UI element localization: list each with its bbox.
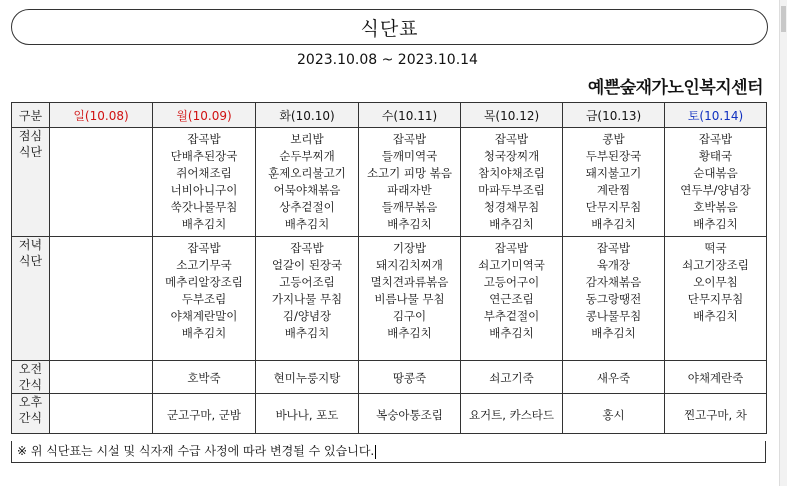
menu-item-list (359, 128, 460, 233)
corner-header: 구분 (12, 103, 50, 128)
row-header-line: 간식 (18, 411, 43, 425)
row-header-line: 오후 (18, 395, 43, 409)
row-header (12, 237, 50, 361)
menu-item: 김구이 (392, 309, 427, 323)
row-header (12, 128, 50, 237)
menu-cell (153, 128, 256, 237)
menu-item: 콩나물무침 (585, 309, 642, 323)
menu-cell (256, 237, 359, 361)
menu-item: 소고기 피망 볶음 (366, 166, 453, 180)
menu-item: 순두부찌개 (279, 149, 335, 163)
menu-item: 동그랑땡전 (585, 292, 642, 306)
row-header-line: 오전 (18, 362, 43, 376)
menu-item: 떡국 (704, 241, 727, 255)
menu-item: 연두부/양념장 (680, 183, 751, 197)
menu-cell (359, 394, 461, 434)
menu-cell (50, 237, 153, 361)
menu-item: 감자채볶음 (585, 275, 642, 289)
menu-item-list (461, 237, 562, 342)
menu-item: 잡곡밥 (494, 132, 529, 146)
menu-item-list (50, 376, 152, 379)
menu-item: 상추겉절이 (279, 200, 335, 214)
menu-item-list (256, 404, 358, 424)
menu-item-list (153, 367, 255, 387)
menu-item-list (665, 128, 766, 233)
day-header: 금(10.13) (563, 103, 665, 128)
menu-item: 부추겉절이 (483, 309, 540, 323)
menu-item: 배추김치 (387, 326, 432, 340)
menu-item: 청경채무침 (483, 200, 540, 214)
menu-item: 배추김치 (284, 326, 330, 340)
menu-item-list (461, 367, 562, 387)
notice-label: ※ 위 식단표는 시설 및 식자재 수급 사정에 따라 변경될 수 있습니다. (17, 444, 375, 458)
menu-cell (256, 394, 359, 434)
menu-item-list (665, 367, 766, 387)
menu-item: 잡곡밥 (698, 132, 733, 146)
menu-item: 메추리알장조림 (165, 275, 243, 289)
menu-item: 오이무침 (693, 275, 738, 289)
notice-text[interactable] (11, 441, 766, 463)
header-row (12, 103, 767, 128)
menu-item: 두부된장국 (585, 149, 642, 163)
menu-item: 돼지김치찌개 (376, 258, 443, 272)
vertical-scrollbar[interactable] (779, 0, 787, 486)
row-header-line: 점심 (18, 129, 43, 143)
menu-item: 쥐어채조림 (176, 166, 232, 180)
menu-cell (665, 128, 767, 237)
menu-item-list (665, 404, 766, 424)
menu-item: 찐고구마, 차 (684, 407, 747, 422)
menu-item: 가지나물 무침 (271, 292, 343, 306)
text-cursor (375, 445, 376, 459)
menu-item: 콩밥 (602, 132, 625, 146)
row-header-line: 식단 (18, 254, 43, 268)
menu-item: 쇠고기장조림 (682, 258, 749, 272)
row-header (12, 394, 50, 434)
menu-item: 순대볶음 (693, 166, 738, 180)
menu-item: 황태국 (698, 149, 733, 163)
menu-item: 잡곡밥 (290, 241, 324, 255)
menu-item: 군고구마, 군밤 (167, 407, 241, 422)
menu-item: 마파두부조림 (478, 183, 545, 197)
menu-item: 바나나, 포도 (275, 407, 339, 422)
menu-cell (563, 394, 665, 434)
menu-item: 들깨미역국 (381, 149, 438, 163)
row-header-line: 간식 (18, 378, 43, 392)
day-header: 토(10.14) (665, 103, 767, 128)
menu-cell (563, 361, 665, 394)
menu-item: 파래자반 (387, 183, 432, 197)
meal-row (12, 394, 767, 434)
menu-cell (256, 361, 359, 394)
menu-item-list (665, 237, 766, 325)
menu-item-list (563, 237, 664, 342)
menu-cell (153, 237, 256, 361)
menu-item-list (153, 128, 255, 233)
menu-item: 소고기무국 (176, 258, 232, 272)
menu-item: 연근조림 (489, 292, 534, 306)
menu-item: 잡곡밥 (187, 132, 221, 146)
menu-item: 쇠고기죽 (489, 371, 534, 385)
menu-item-list (153, 404, 255, 424)
menu-cell (359, 128, 461, 237)
menu-item: 고등어구이 (483, 275, 540, 289)
menu-item: 현미누룽지탕 (273, 371, 341, 385)
menu-title-box (11, 9, 768, 45)
day-header: 목(10.12) (461, 103, 563, 128)
menu-item: 배추김치 (284, 217, 330, 231)
menu-item-list (359, 404, 460, 424)
menu-cell (461, 394, 563, 434)
menu-item-list (50, 128, 152, 131)
menu-item: 얼갈이 된장국 (271, 258, 343, 272)
menu-item: 배추김치 (181, 326, 227, 340)
day-header: 월(10.09) (153, 103, 256, 128)
menu-item-list (461, 128, 562, 233)
row-header-line: 저녁 (18, 238, 43, 252)
menu-item: 새우죽 (596, 371, 631, 385)
menu-item: 고등어조림 (279, 275, 335, 289)
menu-cell (461, 361, 563, 394)
row-header-line: 식단 (18, 145, 43, 159)
menu-item: 요거트, 카스타드 (468, 407, 555, 422)
menu-item: 어묵야채볶음 (273, 183, 341, 197)
menu-item: 잡곡밥 (596, 241, 631, 255)
menu-item-list (50, 237, 152, 240)
menu-item: 참치야채조림 (478, 166, 545, 180)
meal-row (12, 237, 767, 361)
menu-item: 훈제오리불고기 (268, 166, 346, 180)
menu-item-list (153, 237, 255, 342)
menu-item: 쑥갓나물무침 (170, 200, 238, 214)
day-header: 수(10.11) (359, 103, 461, 128)
menu-cell (153, 361, 256, 394)
menu-item: 호박죽 (187, 371, 221, 385)
menu-item: 기장밥 (392, 241, 427, 255)
menu-item: 보리밥 (290, 132, 324, 146)
menu-cell (461, 237, 563, 361)
menu-cell (563, 237, 665, 361)
menu-cell (50, 394, 153, 434)
menu-item: 땅콩죽 (392, 371, 427, 385)
menu-item: 배추김치 (693, 217, 738, 231)
menu-cell (50, 361, 153, 394)
row-header (12, 361, 50, 394)
menu-item: 비름나물 무침 (374, 292, 445, 306)
menu-item: 배추김치 (489, 326, 534, 340)
menu-item: 단배추된장국 (170, 149, 238, 163)
menu-item: 배추김치 (591, 326, 636, 340)
menu-item: 단무지무침 (687, 292, 744, 306)
menu-item-list (563, 128, 664, 233)
menu-item: 두부조림 (181, 292, 227, 306)
menu-item: 육개장 (596, 258, 631, 272)
menu-item: 멸치견과류볶음 (370, 275, 449, 289)
menu-item: 잡곡밥 (187, 241, 221, 255)
menu-item: 배추김치 (387, 217, 432, 231)
menu-item-list (461, 404, 562, 424)
menu-cell (359, 361, 461, 394)
meal-row (12, 361, 767, 394)
menu-item: 돼지불고기 (585, 166, 642, 180)
organization-name: 예쁜숲재가노인복지센터 (587, 78, 763, 98)
menu-item: 배추김치 (591, 217, 636, 231)
menu-cell (563, 128, 665, 237)
day-header: 일(10.08) (50, 103, 153, 128)
scrollbar-thumb[interactable] (781, 6, 786, 32)
menu-item: 김/양념장 (282, 309, 332, 323)
menu-item: 청국장찌개 (483, 149, 540, 163)
menu-item: 쇠고기미역국 (478, 258, 545, 272)
menu-item: 계란찜 (596, 183, 631, 197)
menu-item: 단무지무침 (585, 200, 642, 214)
menu-cell (153, 394, 256, 434)
menu-item-list (256, 367, 358, 387)
menu-cell (359, 237, 461, 361)
menu-item: 호박볶음 (693, 200, 738, 214)
menu-item: 복숭아통조림 (376, 407, 443, 422)
menu-item-list (359, 237, 460, 342)
menu-item: 잡곡밥 (494, 241, 529, 255)
menu-item-list (563, 367, 664, 387)
menu-item-list (359, 367, 460, 387)
menu-item-list (256, 237, 358, 342)
menu-item: 잡곡밥 (392, 132, 427, 146)
date-range: 2023.10.08 ~ 2023.10.14 (297, 52, 478, 68)
menu-cell (461, 128, 563, 237)
page-title: 식단표 (360, 17, 419, 40)
menu-item: 배추김치 (693, 309, 738, 323)
menu-item-list (563, 404, 664, 424)
menu-item: 배추김치 (181, 217, 227, 231)
menu-cell (665, 361, 767, 394)
menu-item: 야채계란죽 (687, 371, 744, 385)
meal-table (11, 102, 767, 434)
day-header: 화(10.10) (256, 103, 359, 128)
menu-item: 홍시 (602, 407, 625, 422)
menu-item-list (256, 128, 358, 233)
menu-cell (665, 237, 767, 361)
menu-cell (665, 394, 767, 434)
menu-item: 들깨무볶음 (381, 200, 438, 214)
menu-item: 배추김치 (489, 217, 534, 231)
menu-cell (50, 128, 153, 237)
menu-item-list (50, 412, 152, 415)
menu-cell (256, 128, 359, 237)
menu-item: 너비아니구이 (170, 183, 238, 197)
menu-item: 야채계란말이 (170, 309, 238, 323)
meal-row (12, 128, 767, 237)
